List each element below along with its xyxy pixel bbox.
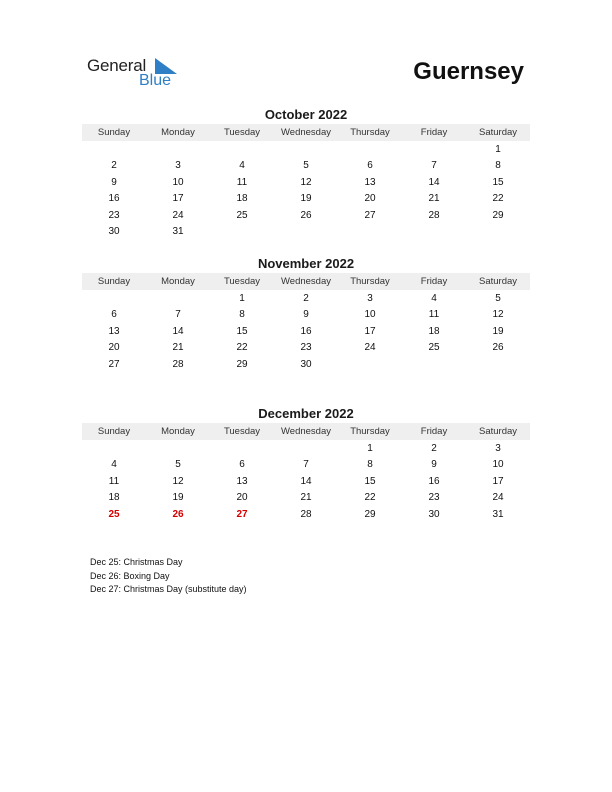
holiday-note: Dec 25: Christmas Day — [90, 557, 183, 567]
weekday-header-row — [82, 124, 530, 141]
day-cell: 31 — [492, 508, 504, 520]
day-cell: 25 — [108, 508, 120, 520]
day-cell: 14 — [428, 176, 440, 188]
weekday-header-row — [82, 423, 530, 440]
day-cell: 23 — [108, 209, 120, 221]
day-cell: 19 — [172, 492, 184, 504]
day-cell: 22 — [236, 342, 248, 354]
weekday-label: Wednesday — [281, 276, 331, 287]
day-cell: 28 — [428, 209, 440, 221]
day-cell: 1 — [239, 292, 245, 304]
day-cell: 20 — [364, 193, 376, 205]
weekday-label: Friday — [420, 426, 448, 437]
weekday-label: Wednesday — [281, 426, 331, 437]
day-cell: 24 — [364, 342, 376, 354]
day-cell: 29 — [364, 508, 376, 520]
weekday-label: Monday — [161, 276, 195, 287]
week-row — [82, 340, 530, 357]
day-cell: 6 — [239, 459, 245, 471]
week-row — [82, 356, 530, 373]
weeks-grid — [82, 290, 530, 373]
day-cell: 20 — [236, 492, 248, 504]
day-cell: 12 — [300, 176, 312, 188]
day-cell: 9 — [303, 309, 309, 321]
day-cell: 16 — [428, 475, 440, 487]
weekday-label: Thursday — [350, 426, 390, 437]
month-title: November 2022 — [257, 256, 355, 271]
day-cell: 13 — [108, 325, 120, 337]
day-cell: 30 — [108, 226, 120, 238]
day-cell: 8 — [239, 309, 245, 321]
day-cell: 28 — [172, 358, 184, 370]
week-row — [82, 473, 530, 490]
day-cell: 29 — [492, 209, 504, 221]
day-cell: 24 — [172, 209, 184, 221]
day-cell: 30 — [428, 508, 440, 520]
day-cell: 23 — [300, 342, 312, 354]
day-cell: 2 — [111, 160, 117, 172]
day-cell: 24 — [492, 492, 504, 504]
day-cell: 10 — [172, 176, 184, 188]
day-cell: 2 — [303, 292, 309, 304]
day-cell: 8 — [495, 160, 501, 172]
day-cell: 11 — [236, 176, 248, 188]
holiday-notes — [90, 556, 247, 597]
day-cell: 31 — [172, 226, 184, 238]
holiday-note: Dec 27: Christmas Day (substitute day) — [90, 584, 247, 594]
month-october — [82, 106, 530, 240]
day-cell: 15 — [492, 176, 504, 188]
weekday-label: Friday — [420, 127, 448, 138]
day-cell: 11 — [108, 475, 120, 487]
weeks-grid — [82, 440, 530, 523]
day-cell: 20 — [108, 342, 120, 354]
day-cell: 4 — [431, 292, 437, 304]
day-cell: 2 — [431, 442, 437, 454]
day-cell: 11 — [428, 309, 440, 321]
logo-text-general: General — [87, 56, 147, 75]
month-title: December 2022 — [258, 406, 354, 421]
day-cell: 23 — [428, 492, 440, 504]
day-cell: 7 — [431, 160, 437, 172]
day-cell: 15 — [236, 325, 248, 337]
day-cell: 17 — [364, 325, 376, 337]
day-cell: 21 — [428, 193, 440, 205]
day-cell: 16 — [300, 325, 312, 337]
weekday-label: Saturday — [478, 276, 518, 287]
weekday-label: Saturday — [478, 426, 518, 437]
day-cell: 21 — [300, 492, 312, 504]
day-cell: 29 — [236, 358, 248, 370]
day-cell: 10 — [364, 309, 376, 321]
day-cell: 5 — [175, 459, 181, 471]
day-cell: 7 — [175, 309, 181, 321]
day-cell: 4 — [111, 459, 117, 471]
generalblue-logo — [87, 56, 187, 92]
weekday-label: Tuesday — [223, 276, 261, 287]
country-title: Guernsey — [413, 58, 524, 85]
weekday-label: Thursday — [350, 127, 390, 138]
week-row — [82, 191, 530, 208]
day-cell: 25 — [428, 342, 440, 354]
day-cell: 28 — [300, 508, 312, 520]
week-row — [82, 158, 530, 175]
day-cell: 27 — [364, 209, 376, 221]
week-row — [82, 290, 530, 307]
day-cell: 22 — [364, 492, 376, 504]
day-cell: 13 — [364, 176, 376, 188]
day-cell: 18 — [428, 325, 440, 337]
day-cell: 17 — [172, 193, 184, 205]
week-row — [82, 307, 530, 324]
day-cell: 10 — [492, 459, 504, 471]
week-row — [82, 207, 530, 224]
weekday-label: Tuesday — [223, 127, 261, 138]
day-cell: 19 — [492, 325, 504, 337]
week-row — [82, 174, 530, 191]
day-cell: 25 — [236, 209, 248, 221]
month-december — [82, 405, 530, 523]
day-cell: 27 — [108, 358, 120, 370]
day-cell: 14 — [300, 475, 312, 487]
day-cell: 9 — [111, 176, 117, 188]
weekday-label: Sunday — [97, 127, 131, 138]
weekday-label: Tuesday — [223, 426, 261, 437]
day-cell: 3 — [175, 160, 181, 172]
weekday-label: Monday — [161, 127, 195, 138]
week-row — [82, 490, 530, 507]
day-cell: 12 — [492, 309, 504, 321]
day-cell: 17 — [492, 475, 504, 487]
weeks-grid — [82, 141, 530, 240]
weekday-label: Saturday — [478, 127, 518, 138]
day-cell: 26 — [172, 508, 184, 520]
weekday-label: Monday — [161, 426, 195, 437]
day-cell: 12 — [172, 475, 184, 487]
logo-text-blue: Blue — [139, 72, 172, 89]
day-cell: 3 — [495, 442, 501, 454]
weekday-label: Wednesday — [281, 127, 331, 138]
week-row — [82, 224, 530, 241]
week-row — [82, 440, 530, 457]
week-row — [82, 323, 530, 340]
month-title: October 2022 — [264, 107, 348, 122]
weekday-label: Sunday — [97, 426, 131, 437]
day-cell: 19 — [300, 193, 312, 205]
day-cell: 18 — [236, 193, 248, 205]
day-cell: 4 — [239, 160, 245, 172]
day-cell: 5 — [495, 292, 501, 304]
day-cell: 15 — [364, 475, 376, 487]
day-cell: 18 — [108, 492, 120, 504]
day-cell: 5 — [303, 160, 309, 172]
weekday-label: Sunday — [97, 276, 131, 287]
weekday-header-row — [82, 273, 530, 290]
day-cell: 16 — [108, 193, 120, 205]
week-row — [82, 506, 530, 523]
day-cell: 22 — [492, 193, 504, 205]
day-cell: 9 — [431, 459, 437, 471]
day-cell: 6 — [111, 309, 117, 321]
day-cell: 3 — [367, 292, 373, 304]
day-cell: 30 — [300, 358, 312, 370]
day-cell: 1 — [495, 143, 501, 155]
weekday-label: Friday — [420, 276, 448, 287]
day-cell: 6 — [367, 160, 373, 172]
day-cell: 7 — [303, 459, 309, 471]
day-cell: 8 — [367, 459, 373, 471]
day-cell: 1 — [367, 442, 373, 454]
day-cell: 26 — [492, 342, 504, 354]
day-cell: 27 — [236, 508, 248, 520]
holiday-note: Dec 26: Boxing Day — [90, 570, 170, 581]
weekday-label: Thursday — [350, 276, 390, 287]
month-november — [82, 255, 530, 373]
week-row — [82, 141, 530, 158]
day-cell: 21 — [172, 342, 184, 354]
week-row — [82, 457, 530, 474]
day-cell: 14 — [172, 325, 184, 337]
day-cell: 26 — [300, 209, 312, 221]
day-cell: 13 — [236, 475, 248, 487]
